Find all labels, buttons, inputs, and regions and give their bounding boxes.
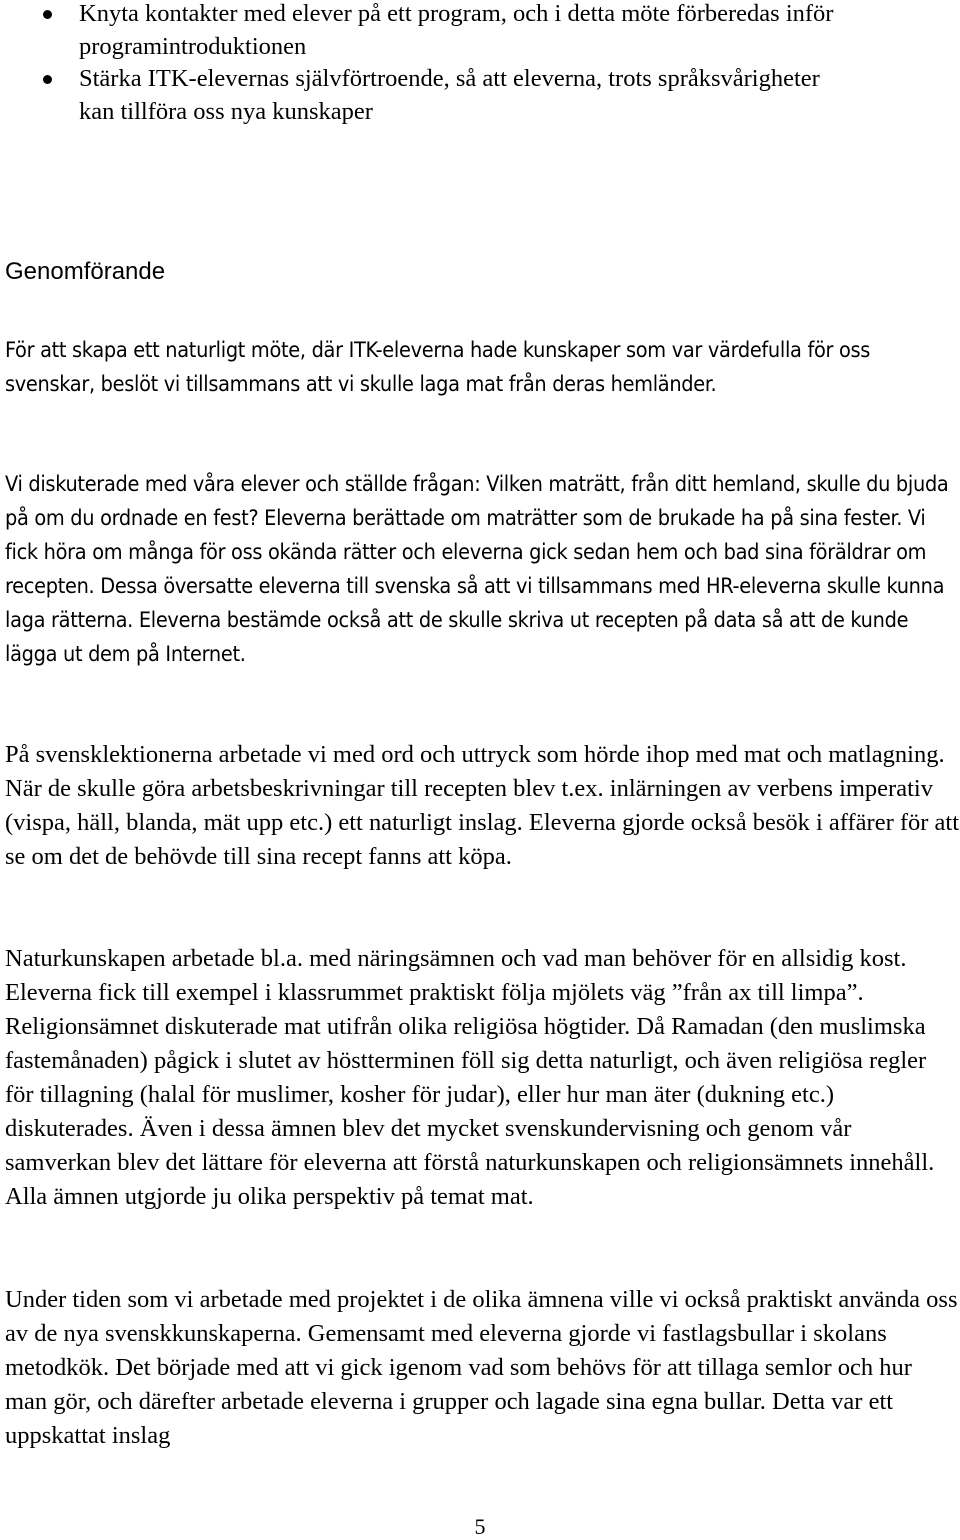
section-heading: Genomförande: [5, 258, 166, 285]
paragraph-buns: Under tiden som vi arbetade med projektet i de olika ämnena ville vi också praktiskt använda oss av de nya svenskkunskaperna. Gemensamt med eleverna gjorde vi fastlagsbullar i skolans metodkök. Det började med att vi gick igenom vad som behövs för att tillaga semlor och hur man gör, och därefter arbetade eleverna i grupper och lagade sina egna bullar. Detta var ett uppskattat inslag: [5, 1286, 958, 1449]
paragraph-swedish-lessons: På svensklektionerna arbetade vi med ord och uttryck som hörde ihop med mat och matlagning. När de skulle göra arbetsbeskrivningar till recepten blev t.ex. inlärningen av verbens imperativ (vispa, häll, blanda, mät upp etc.) ett naturligt inslag. Eleverna gjorde också besök i affärer för att se om det de behövde till sina recept fanns att köpa.: [5, 741, 960, 870]
bullet-item: [0, 0, 960, 63]
paragraph-discussion: Vi diskuterade med våra elever och ställde frågan: Vilken maträtt, från ditt hemland, skulle du bjuda på om du ordnade en fest? Eleverna berättade om maträtter som de brukade ha på sina fester. Vi fick höra om många för oss okända rätter och eleverna gick sedan hem och bad sina föräldrar om recepten. Dessa översatte eleverna till svenska så att vi tillsammans med HR-eleverna skulle kunna laga rätterna. Eleverna bestämde också att de skulle skriva ut recepten på data så att de kunde lägga ut dem på Internet.: [5, 472, 949, 667]
bullet-dot-icon: [43, 75, 52, 84]
bullet-dot-icon: [43, 10, 52, 19]
bullet-text: Knyta kontakter med elever på ett program, och i detta möte förberedas inför programintroduktionen: [79, 0, 834, 60]
paragraph-science-religion: Naturkunskapen arbetade bl.a. med näringsämnen och vad man behöver för en allsidig kost. Eleverna fick till exempel i klassrummet praktiskt följa mjölets väg ”från ax till limpa”. Religionsämnet diskuterade mat utifrån olika religiösa högtider. Då Ramadan (den muslimska fastemånaden) pågick i slutet av höstterminen föll sig detta naturligt, och även religiösa regler för tillagning (halal för muslimer, kosher för judar), eller hur man äter (dukning etc.) diskuterades. Även i dessa ämnen blev det mycket svenskundervisning och genom vår samverkan blev det lättare för eleverna att förstå naturkunskapen och religionsämnets innehåll. Alla ämnen utgjorde ju olika perspektiv på temat mat.: [5, 945, 935, 1210]
bullet-item: [0, 63, 960, 128]
paragraph-intro: För att skapa ett naturligt möte, där ITK-eleverna hade kunskaper som var värdefulla för oss svenskar, beslöt vi tillsammans att vi skulle laga mat från deras hemländer.: [5, 338, 871, 397]
page-number: 5: [474, 1514, 486, 1539]
bullet-text: Stärka ITK-elevernas självförtroende, så att eleverna, trots språksvårigheter kan tillföra oss nya kunskaper: [79, 65, 820, 125]
goals-bullet-list: [0, 0, 960, 128]
